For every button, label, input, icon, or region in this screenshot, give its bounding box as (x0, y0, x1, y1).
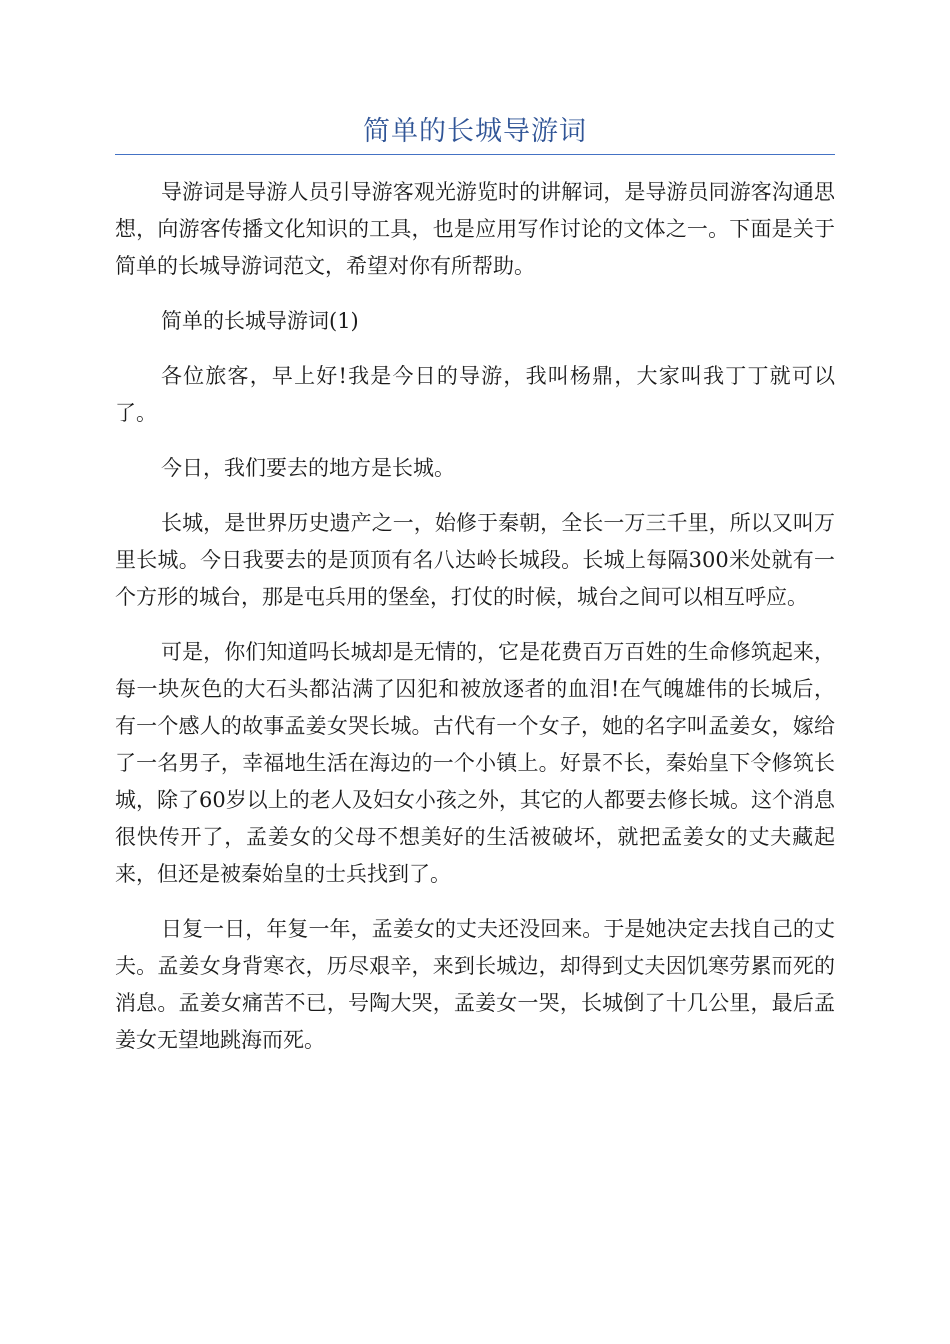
paragraph-great-wall-history: 长城，是世界历史遗产之一，始修于秦朝，全长一万三千里，所以又叫万里长城。今日我要去的是顶顶有名八达岭长城段。长城上每隔300米处就有一个方形的城台，那是屯兵用的堡垒，打仗的时候，城台之间可以相互呼应。 (115, 511, 835, 609)
document-title: 简单的长城导游词 (363, 116, 587, 147)
paragraph-destination: 今日，我们要去的地方是长城。 (161, 456, 455, 480)
paragraph-greeting: 各位旅客，早上好!我是今日的导游，我叫杨鼎，大家叫我丁丁就可以了。 (115, 364, 835, 425)
document-body (115, 174, 835, 1077)
paragraph-intro: 导游词是导游人员引导游客观光游览时的讲解词，是导游员同游客沟通思想，向游客传播文化知识的工具，也是应用写作讨论的文体之一。下面是关于简单的长城导游词范文，希望对你有所帮助。 (115, 180, 835, 278)
paragraph-mengjiangnu-story: 可是，你们知道吗长城却是无情的，它是花费百万百姓的生命修筑起来，每一块灰色的大石头都沾满了囚犯和被放逐者的血泪!在气魄雄伟的长城后，有一个感人的故事孟姜女哭长城。古代有一个女子，她的名字叫孟姜女，嫁给了一名男子，幸福地生活在海边的一个小镇上。好景不长，秦始皇下令修筑长城，除了60岁以上的老人及妇女小孩之外，其它的人都要去修长城。这个消息很快传开了，孟姜女的父母不想美好的生活被破坏，就把孟姜女的丈夫藏起来，但还是被秦始皇的士兵找到了。 (115, 640, 835, 886)
title-underline (115, 154, 835, 155)
paragraph-story-ending: 日复一日，年复一年，孟姜女的丈夫还没回来。于是她决定去找自己的丈夫。孟姜女身背寒衣，历尽艰辛，来到长城边，却得到丈夫因饥寒劳累而死的消息。孟姜女痛苦不已，号陶大哭，孟姜女一哭，长城倒了十几公里，最后孟姜女无望地跳海而死。 (115, 917, 835, 1052)
section-heading: 简单的长城导游词(1) (161, 309, 359, 333)
